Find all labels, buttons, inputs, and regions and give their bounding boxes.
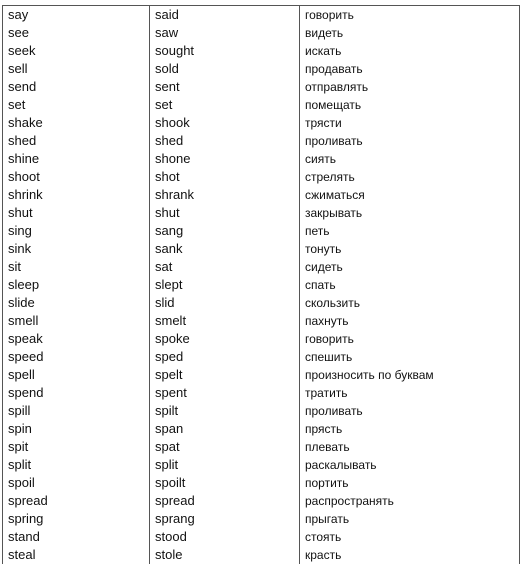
past-form-cell: set: [150, 96, 300, 114]
base-form-cell: spin: [3, 420, 150, 438]
base-form-cell: smell: [3, 312, 150, 330]
translation-cell: плевать: [300, 438, 520, 456]
translation-cell: сиять: [300, 150, 520, 168]
verb-row: [3, 402, 520, 420]
translation-cell: искать: [300, 42, 520, 60]
past-form-cell: sat: [150, 258, 300, 276]
verb-row: [3, 294, 520, 312]
translation-cell: сидеть: [300, 258, 520, 276]
translation-cell: стрелять: [300, 168, 520, 186]
base-form-cell: speed: [3, 348, 150, 366]
base-form-cell: spread: [3, 492, 150, 510]
base-form-cell: speak: [3, 330, 150, 348]
base-form-cell: sell: [3, 60, 150, 78]
base-form-cell: set: [3, 96, 150, 114]
irregular-verbs-table: [2, 5, 520, 564]
base-form-cell: spell: [3, 366, 150, 384]
past-form-cell: sold: [150, 60, 300, 78]
verb-row: [3, 60, 520, 78]
verb-row: [3, 330, 520, 348]
verb-row: [3, 492, 520, 510]
verb-row: [3, 96, 520, 114]
translation-cell: пахнуть: [300, 312, 520, 330]
translation-cell: продавать: [300, 60, 520, 78]
verb-row: [3, 312, 520, 330]
base-form-cell: spend: [3, 384, 150, 402]
past-form-cell: shot: [150, 168, 300, 186]
past-form-cell: span: [150, 420, 300, 438]
verb-row: [3, 528, 520, 546]
base-form-cell: shrink: [3, 186, 150, 204]
base-form-cell: sing: [3, 222, 150, 240]
translation-cell: видеть: [300, 24, 520, 42]
translation-cell: говорить: [300, 6, 520, 25]
past-form-cell: spoilt: [150, 474, 300, 492]
past-form-cell: sent: [150, 78, 300, 96]
verb-row: [3, 348, 520, 366]
translation-cell: проливать: [300, 402, 520, 420]
past-form-cell: sprang: [150, 510, 300, 528]
past-form-cell: split: [150, 456, 300, 474]
base-form-cell: shake: [3, 114, 150, 132]
past-form-cell: smelt: [150, 312, 300, 330]
translation-cell: распространять: [300, 492, 520, 510]
past-form-cell: sank: [150, 240, 300, 258]
base-form-cell: see: [3, 24, 150, 42]
base-form-cell: spill: [3, 402, 150, 420]
verb-row: [3, 78, 520, 96]
verb-row: [3, 438, 520, 456]
base-form-cell: shine: [3, 150, 150, 168]
translation-cell: закрывать: [300, 204, 520, 222]
verb-row: [3, 474, 520, 492]
base-form-cell: send: [3, 78, 150, 96]
past-form-cell: spilt: [150, 402, 300, 420]
past-form-cell: saw: [150, 24, 300, 42]
verb-row: [3, 150, 520, 168]
verb-row: [3, 546, 520, 564]
translation-cell: отправлять: [300, 78, 520, 96]
verb-row: [3, 6, 520, 25]
past-form-cell: slept: [150, 276, 300, 294]
past-form-cell: spent: [150, 384, 300, 402]
verb-row: [3, 240, 520, 258]
verb-row: [3, 276, 520, 294]
verb-row: [3, 384, 520, 402]
base-form-cell: split: [3, 456, 150, 474]
base-form-cell: spring: [3, 510, 150, 528]
verb-row: [3, 24, 520, 42]
translation-cell: стоять: [300, 528, 520, 546]
translation-cell: скользить: [300, 294, 520, 312]
translation-cell: петь: [300, 222, 520, 240]
past-form-cell: spelt: [150, 366, 300, 384]
translation-cell: проливать: [300, 132, 520, 150]
verb-row: [3, 186, 520, 204]
translation-cell: помещать: [300, 96, 520, 114]
translation-cell: говорить: [300, 330, 520, 348]
translation-cell: тонуть: [300, 240, 520, 258]
base-form-cell: stand: [3, 528, 150, 546]
past-form-cell: shed: [150, 132, 300, 150]
verb-row: [3, 222, 520, 240]
base-form-cell: seek: [3, 42, 150, 60]
translation-cell: сжиматься: [300, 186, 520, 204]
translation-cell: портить: [300, 474, 520, 492]
translation-cell: трясти: [300, 114, 520, 132]
translation-cell: раскалывать: [300, 456, 520, 474]
translation-cell: прясть: [300, 420, 520, 438]
verb-row: [3, 510, 520, 528]
past-form-cell: shone: [150, 150, 300, 168]
past-form-cell: spat: [150, 438, 300, 456]
past-form-cell: sped: [150, 348, 300, 366]
base-form-cell: shut: [3, 204, 150, 222]
past-form-cell: said: [150, 6, 300, 25]
past-form-cell: spread: [150, 492, 300, 510]
translation-cell: красть: [300, 546, 520, 564]
verb-row: [3, 132, 520, 150]
base-form-cell: steal: [3, 546, 150, 564]
past-form-cell: shrank: [150, 186, 300, 204]
base-form-cell: spit: [3, 438, 150, 456]
past-form-cell: stood: [150, 528, 300, 546]
translation-cell: произносить по буквам: [300, 366, 520, 384]
past-form-cell: sang: [150, 222, 300, 240]
past-form-cell: sought: [150, 42, 300, 60]
verb-row: [3, 420, 520, 438]
translation-cell: прыгать: [300, 510, 520, 528]
base-form-cell: shed: [3, 132, 150, 150]
base-form-cell: spoil: [3, 474, 150, 492]
past-form-cell: shut: [150, 204, 300, 222]
verbs-table-body: [3, 6, 520, 565]
past-form-cell: stole: [150, 546, 300, 564]
base-form-cell: say: [3, 6, 150, 25]
base-form-cell: sink: [3, 240, 150, 258]
past-form-cell: spoke: [150, 330, 300, 348]
base-form-cell: slide: [3, 294, 150, 312]
verb-row: [3, 204, 520, 222]
verb-row: [3, 366, 520, 384]
past-form-cell: slid: [150, 294, 300, 312]
translation-cell: спать: [300, 276, 520, 294]
verb-row: [3, 42, 520, 60]
verb-row: [3, 456, 520, 474]
base-form-cell: sleep: [3, 276, 150, 294]
translation-cell: тратить: [300, 384, 520, 402]
verb-row: [3, 114, 520, 132]
verb-row: [3, 258, 520, 276]
translation-cell: спешить: [300, 348, 520, 366]
verb-row: [3, 168, 520, 186]
base-form-cell: sit: [3, 258, 150, 276]
base-form-cell: shoot: [3, 168, 150, 186]
past-form-cell: shook: [150, 114, 300, 132]
